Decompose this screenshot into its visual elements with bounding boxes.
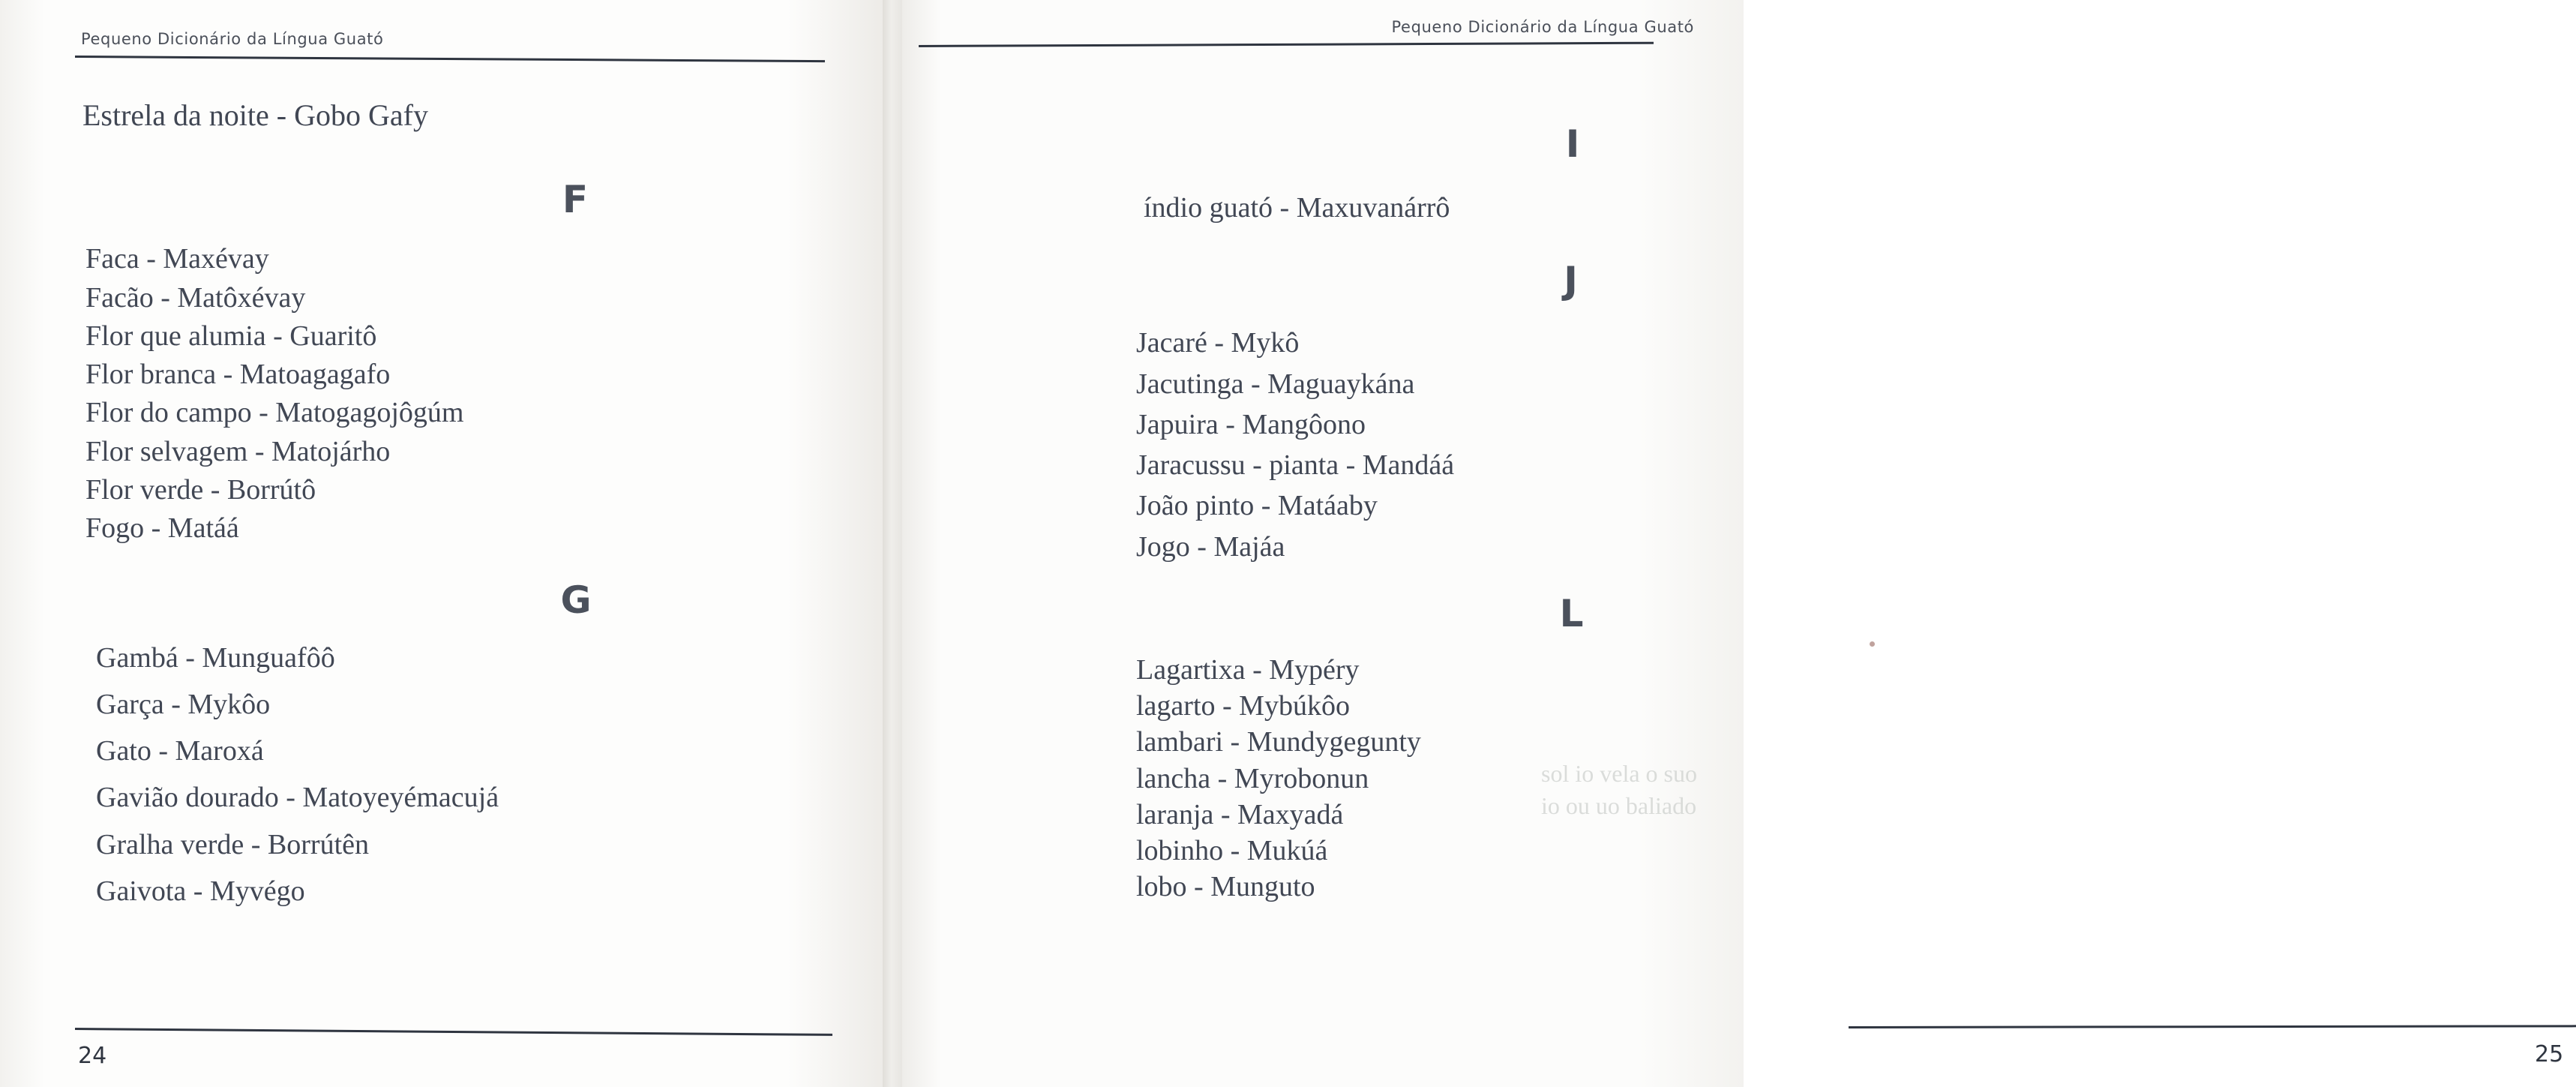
dictionary-entry: Jacutinga - Maguaykána [1136,368,1415,400]
dictionary-entry: Jogo - Majáa [1136,530,1285,563]
dictionary-entry: Jaracussu - pianta - Mandáá [1136,449,1455,482]
entry-list-i [1144,193,1699,223]
dictionary-entry: João pinto - Matáaby [1136,490,1378,522]
entry-list-g [96,643,829,907]
dictionary-entry: lancha - Myrobonun [1136,762,1369,794]
dictionary-entry: Garça - Mykôo [96,688,271,720]
dictionary-entry: Estrela da noite - Gobo Gafy [82,98,428,132]
section-l [911,592,1699,902]
dictionary-entry: laranja - Maxyadá [1136,798,1344,830]
page-number-left: 24 [78,1043,107,1069]
dictionary-entry: Facão - Matôxévay [85,281,306,314]
running-head-left: Pequeno Dicionário da Língua Guató [81,30,384,48]
dictionary-entry: lambari - Mundygegunty [1136,726,1421,758]
section-i [911,122,1699,223]
page-right [889,0,2564,1087]
dictionary-entry: lobinho - Mukúá [1136,835,1328,867]
dictionary-entry: Gato - Maroxá [96,735,264,767]
dictionary-entry: Gavião dourado - Matoyeyémacujá [96,782,499,814]
section-f [75,178,829,543]
dictionary-entry: Flor verde - Borrútô [85,473,316,506]
dictionary-entry: Gambá - Munguafôô [96,641,335,674]
paper-speck [1870,641,1875,647]
dictionary-entry: Lagartixa - Mypéry [1136,653,1360,686]
footer-rule-right [1849,1025,2576,1028]
dictionary-entry: índio guató - Maxuvanárrô [1144,192,1450,224]
section-letter-f: F [562,178,589,222]
section-letter-i: I [1565,122,1581,166]
dictionary-entry: Fogo - Matáá [85,512,239,545]
footer-rule-left [75,1028,832,1036]
page-left [0,0,889,1087]
dictionary-entry: lobo - Munguto [1136,871,1315,903]
section-j [911,259,1699,562]
header-rule-left [75,56,825,62]
section-letter-g: G [560,578,592,622]
dictionary-entry: Flor do campo - Matogagojôgúm [85,397,464,429]
entry-list-f [85,244,829,543]
section-letter-j: J [1564,259,1579,303]
dictionary-entry: Jacaré - Mykô [1136,327,1300,359]
dictionary-entry: Gralha verde - Borrútên [96,828,370,860]
dictionary-entry: Flor selvagem - Matojárho [85,435,391,467]
dictionary-entry: Flor branca - Matoagagafo [85,359,391,391]
section-g [75,578,829,907]
dictionary-entry: Gaivota - Myvégo [96,875,305,907]
header-rule-right [919,42,1654,47]
dictionary-entry: Faca - Maxévay [85,243,269,275]
page-show-through-text: sol io vela o suo io ou uo baliado [1541,760,1697,820]
dictionary-entry: lagarto - Mybúkôo [1136,690,1350,722]
entry-list-l [1136,655,1699,902]
dictionary-entry: Japuira - Mangôono [1136,408,1366,440]
section-letter-l: L [1559,591,1585,635]
dictionary-entry: Flor que alumia - Guaritô [85,320,377,352]
running-head-right: Pequeno Dicionário da Língua Guató [1391,18,1694,36]
page-number-right: 25 [2535,1041,2564,1067]
entry-list-j [1136,328,1699,562]
